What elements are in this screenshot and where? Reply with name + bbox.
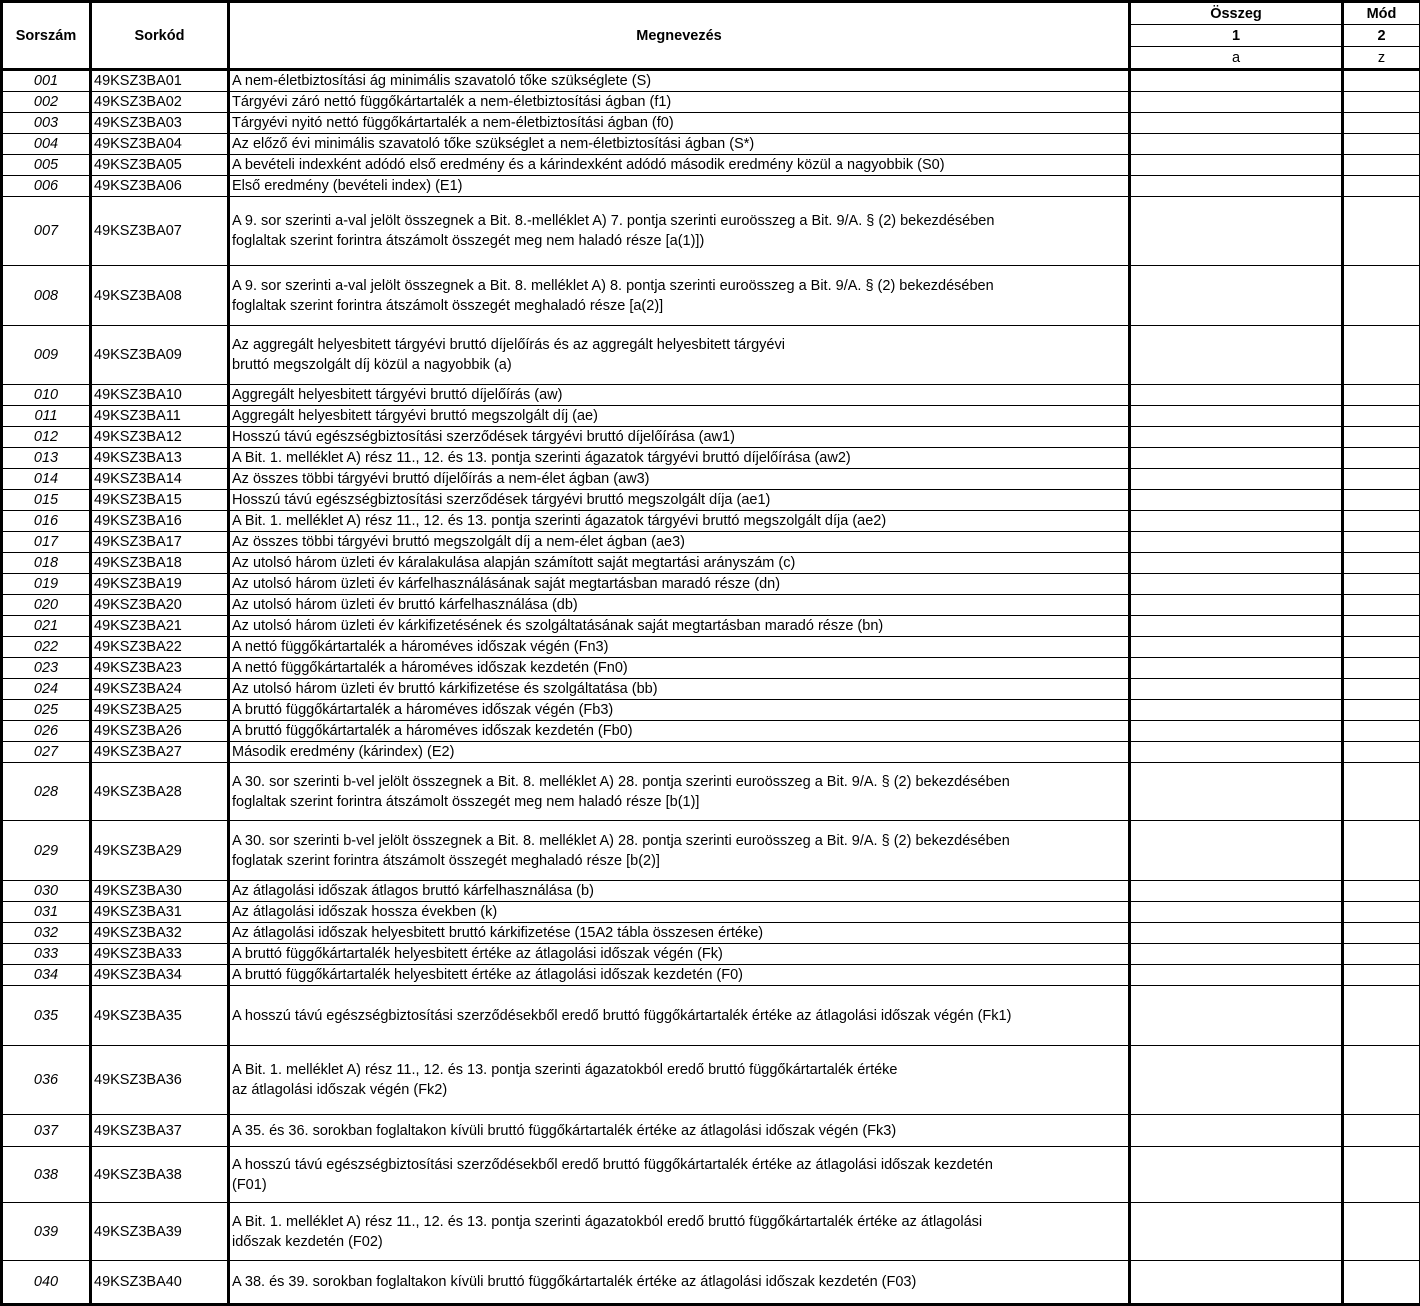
row-mod-value[interactable] [1343,881,1420,902]
header-mod: Mód [1343,2,1420,25]
row-osszeg-value[interactable] [1130,658,1343,679]
row-mod-value[interactable] [1343,511,1420,532]
table-row [2,176,1420,197]
row-mod-value[interactable] [1343,553,1420,574]
row-code: 49KSZ3BA25 [91,700,229,721]
header-mod-letter: z [1343,47,1420,70]
row-code: 49KSZ3BA03 [91,113,229,134]
row-number: 031 [2,902,91,923]
row-name: A bruttó függőkártartalék a hároméves időszak kezdetén (Fb0) [229,721,1130,742]
row-osszeg-value[interactable] [1130,1115,1343,1147]
row-mod-value[interactable] [1343,637,1420,658]
row-osszeg-value[interactable] [1130,1261,1343,1305]
row-code: 49KSZ3BA30 [91,881,229,902]
row-number: 002 [2,92,91,113]
row-code: 49KSZ3BA38 [91,1147,229,1203]
row-code: 49KSZ3BA32 [91,923,229,944]
row-mod-value[interactable] [1343,965,1420,986]
row-number: 040 [2,1261,91,1305]
row-number: 023 [2,658,91,679]
row-number: 003 [2,113,91,134]
row-mod-value[interactable] [1343,1261,1420,1305]
header-sorkod: Sorkód [91,2,229,70]
row-osszeg-value[interactable] [1130,553,1343,574]
table-row [2,881,1420,902]
row-number: 035 [2,986,91,1046]
row-number: 016 [2,511,91,532]
row-osszeg-value[interactable] [1130,986,1343,1046]
row-mod-value[interactable] [1343,700,1420,721]
row-code: 49KSZ3BA21 [91,616,229,637]
table-row [2,70,1420,92]
table-row [2,553,1420,574]
row-mod-value[interactable] [1343,469,1420,490]
row-name: A Bit. 1. melléklet A) rész 11., 12. és 13. pontja szerinti ágazatok tárgyévi bruttó megszolgált díja (ae2) [229,511,1130,532]
row-code: 49KSZ3BA31 [91,902,229,923]
row-name: Az átlagolási időszak helyesbitett bruttó kárkifizetése (15A2 tábla összesen értéke) [229,923,1130,944]
row-osszeg-value[interactable] [1130,923,1343,944]
header-sorszam: Sorszám [2,2,91,70]
row-osszeg-value[interactable] [1130,944,1343,965]
row-code: 49KSZ3BA33 [91,944,229,965]
row-number: 037 [2,1115,91,1147]
row-osszeg-value[interactable] [1130,511,1343,532]
row-mod-value[interactable] [1343,490,1420,511]
row-number: 022 [2,637,91,658]
row-code: 49KSZ3BA16 [91,511,229,532]
row-osszeg-value[interactable] [1130,721,1343,742]
table-row [2,511,1420,532]
table-row [2,1147,1420,1203]
row-mod-value[interactable] [1343,92,1420,113]
row-number: 006 [2,176,91,197]
row-number: 025 [2,700,91,721]
row-code: 49KSZ3BA06 [91,176,229,197]
row-osszeg-value[interactable] [1130,469,1343,490]
table-row [2,266,1420,326]
row-number: 024 [2,679,91,700]
table-row [2,944,1420,965]
row-code: 49KSZ3BA15 [91,490,229,511]
row-name: A bevételi indexként adódó első eredmény és a kárindexként adódó második eredmény közül a nagyobbik (S0) [229,155,1130,176]
header-osszeg-number: 1 [1130,25,1343,47]
row-code: 49KSZ3BA20 [91,595,229,616]
row-name: A bruttó függőkártartalék helyesbitett értéke az átlagolási időszak kezdetén (F0) [229,965,1130,986]
row-name: Az előző évi minimális szavatoló tőke szükséglet a nem-életbiztosítási ágban (S*) [229,134,1130,155]
row-number: 039 [2,1203,91,1261]
table-row [2,326,1420,385]
row-osszeg-value[interactable] [1130,763,1343,821]
row-code: 49KSZ3BA26 [91,721,229,742]
row-osszeg-value[interactable] [1130,821,1343,881]
row-code: 49KSZ3BA34 [91,965,229,986]
row-osszeg-value[interactable] [1130,176,1343,197]
row-code: 49KSZ3BA18 [91,553,229,574]
row-mod-value[interactable] [1343,986,1420,1046]
row-mod-value[interactable] [1343,574,1420,595]
header-mod-number: 2 [1343,25,1420,47]
row-mod-value[interactable] [1343,923,1420,944]
row-name: Az utolsó három üzleti év bruttó kárfelhasználása (db) [229,595,1130,616]
row-name: Aggregált helyesbitett tárgyévi bruttó díjelőírás (aw) [229,385,1130,406]
row-name: A Bit. 1. melléklet A) rész 11., 12. és 13. pontja szerinti ágazatok tárgyévi bruttó díjelőírása (aw2) [229,448,1130,469]
table-row [2,923,1420,944]
row-code: 49KSZ3BA37 [91,1115,229,1147]
table-row [2,679,1420,700]
row-code: 49KSZ3BA35 [91,986,229,1046]
row-number: 019 [2,574,91,595]
row-mod-value[interactable] [1343,821,1420,881]
row-mod-value[interactable] [1343,113,1420,134]
row-number: 018 [2,553,91,574]
row-name: A bruttó függőkártartalék a hároméves időszak végén (Fb3) [229,700,1130,721]
row-code: 49KSZ3BA01 [91,70,229,92]
table-header [2,2,1420,70]
row-mod-value[interactable] [1343,944,1420,965]
row-name: Tárgyévi záró nettó függőkártartalék a nem-életbiztosítási ágban (f1) [229,92,1130,113]
row-mod-value[interactable] [1343,176,1420,197]
row-number: 021 [2,616,91,637]
row-osszeg-value[interactable] [1130,448,1343,469]
row-code: 49KSZ3BA24 [91,679,229,700]
row-osszeg-value[interactable] [1130,574,1343,595]
row-mod-value[interactable] [1343,326,1420,385]
row-mod-value[interactable] [1343,1115,1420,1147]
row-osszeg-value[interactable] [1130,155,1343,176]
table-row [2,1046,1420,1115]
row-osszeg-value[interactable] [1130,326,1343,385]
row-code: 49KSZ3BA36 [91,1046,229,1115]
row-mod-value[interactable] [1343,532,1420,553]
row-name: Az összes többi tárgyévi bruttó megszolgált díj a nem-élet ágban (ae3) [229,532,1130,553]
row-code: 49KSZ3BA12 [91,427,229,448]
row-name: Első eredmény (bevételi index) (E1) [229,176,1130,197]
row-code: 49KSZ3BA28 [91,763,229,821]
row-osszeg-value[interactable] [1130,595,1343,616]
table-row [2,763,1420,821]
row-code: 49KSZ3BA02 [91,92,229,113]
row-code: 49KSZ3BA04 [91,134,229,155]
row-mod-value[interactable] [1343,155,1420,176]
table-row [2,469,1420,490]
row-mod-value[interactable] [1343,70,1420,92]
row-number: 017 [2,532,91,553]
table-row [2,532,1420,553]
row-osszeg-value[interactable] [1130,1147,1343,1203]
row-name: Az utolsó három üzleti év kárfelhasználásának saját megtartásban maradó része (dn) [229,574,1130,595]
row-number: 011 [2,406,91,427]
table-row [2,1203,1420,1261]
table-body [2,70,1420,1305]
row-name: Az összes többi tárgyévi bruttó díjelőírás a nem-élet ágban (aw3) [229,469,1130,490]
row-name: Az átlagolási időszak átlagos bruttó kárfelhasználása (b) [229,881,1130,902]
row-osszeg-value[interactable] [1130,427,1343,448]
row-name: A nem-életbiztosítási ág minimális szavatoló tőke szükséglete (S) [229,70,1130,92]
row-osszeg-value[interactable] [1130,197,1343,266]
row-name: A 9. sor szerinti a-val jelölt összegnek a Bit. 8.-melléklet A) 7. pontja szerinti euroösszeg a Bit. 9/A. § (2) bekezdésében foglaltak szerint forintra átszámolt összegét meg nem haladó része [a(1)]) [229,197,1130,266]
header-osszeg: Összeg [1130,2,1343,25]
table-row [2,385,1420,406]
row-osszeg-value[interactable] [1130,490,1343,511]
row-osszeg-value[interactable] [1130,406,1343,427]
row-number: 015 [2,490,91,511]
row-number: 030 [2,881,91,902]
table-row [2,197,1420,266]
row-number: 009 [2,326,91,385]
row-code: 49KSZ3BA14 [91,469,229,490]
table-row [2,155,1420,176]
row-osszeg-value[interactable] [1130,881,1343,902]
row-mod-value[interactable] [1343,134,1420,155]
row-number: 010 [2,385,91,406]
row-code: 49KSZ3BA09 [91,326,229,385]
row-mod-value[interactable] [1343,721,1420,742]
row-code: 49KSZ3BA39 [91,1203,229,1261]
table-row [2,902,1420,923]
row-name: Második eredmény (kárindex) (E2) [229,742,1130,763]
row-mod-value[interactable] [1343,266,1420,326]
row-mod-value[interactable] [1343,385,1420,406]
row-name: Az aggregált helyesbitett tárgyévi bruttó díjelőírás és az aggregált helyesbitett tárgyévi bruttó megszolgált díj közül a nagyobbik (a) [229,326,1130,385]
row-osszeg-value[interactable] [1130,70,1343,92]
row-name: A nettó függőkártartalék a hároméves időszak kezdetén (Fn0) [229,658,1130,679]
row-osszeg-value[interactable] [1130,532,1343,553]
row-name: Az utolsó három üzleti év káralakulása alapján számított saját megtartási arányszám (c) [229,553,1130,574]
row-mod-value[interactable] [1343,902,1420,923]
row-code: 49KSZ3BA22 [91,637,229,658]
row-name: A nettó függőkártartalék a hároméves időszak végén (Fn3) [229,637,1130,658]
row-code: 49KSZ3BA29 [91,821,229,881]
row-code: 49KSZ3BA13 [91,448,229,469]
header-megnevezes: Megnevezés [229,2,1130,70]
row-mod-value[interactable] [1343,616,1420,637]
row-osszeg-value[interactable] [1130,742,1343,763]
row-name: A Bit. 1. melléklet A) rész 11., 12. és 13. pontja szerinti ágazatokból eredő bruttó függőkártartalék értéke az átlagolási időszak végén (Fk2) [229,1046,1130,1115]
row-osszeg-value[interactable] [1130,965,1343,986]
table-row [2,616,1420,637]
row-number: 007 [2,197,91,266]
row-number: 012 [2,427,91,448]
table-row [2,595,1420,616]
row-mod-value[interactable] [1343,406,1420,427]
row-osszeg-value[interactable] [1130,113,1343,134]
row-mod-value[interactable] [1343,1147,1420,1203]
table-row [2,1115,1420,1147]
row-osszeg-value[interactable] [1130,134,1343,155]
row-osszeg-value[interactable] [1130,700,1343,721]
row-name: Hosszú távú egészségbiztosítási szerződések tárgyévi bruttó díjelőírása (aw1) [229,427,1130,448]
row-code: 49KSZ3BA08 [91,266,229,326]
row-code: 49KSZ3BA10 [91,385,229,406]
table-row [2,574,1420,595]
row-osszeg-value[interactable] [1130,1203,1343,1261]
row-osszeg-value[interactable] [1130,266,1343,326]
row-name: Az átlagolási időszak hossza években (k) [229,902,1130,923]
table-row [2,986,1420,1046]
row-mod-value[interactable] [1343,427,1420,448]
row-number: 038 [2,1147,91,1203]
row-code: 49KSZ3BA05 [91,155,229,176]
row-number: 032 [2,923,91,944]
row-name: A hosszú távú egészségbiztosítási szerződésekből eredő bruttó függőkártartalék értéke az átlagolási időszak kezdetén (F01) [229,1147,1130,1203]
row-name: Aggregált helyesbitett tárgyévi bruttó megszolgált díj (ae) [229,406,1130,427]
row-name: Tárgyévi nyitó nettó függőkártartalék a nem-életbiztosítási ágban (f0) [229,113,1130,134]
row-mod-value[interactable] [1343,679,1420,700]
row-mod-value[interactable] [1343,197,1420,266]
row-number: 014 [2,469,91,490]
table-row [2,113,1420,134]
row-code: 49KSZ3BA07 [91,197,229,266]
row-name: A Bit. 1. melléklet A) rész 11., 12. és 13. pontja szerinti ágazatokból eredő bruttó függőkártartalék értéke az átlagolási időszak kezdetén (F02) [229,1203,1130,1261]
row-name: A hosszú távú egészségbiztosítási szerződésekből eredő bruttó függőkártartalék értéke az átlagolási időszak végén (Fk1) [229,986,1130,1046]
row-mod-value[interactable] [1343,595,1420,616]
table-row [2,92,1420,113]
row-code: 49KSZ3BA27 [91,742,229,763]
row-number: 028 [2,763,91,821]
table-row [2,700,1420,721]
row-number: 005 [2,155,91,176]
row-osszeg-value[interactable] [1130,385,1343,406]
row-osszeg-value[interactable] [1130,92,1343,113]
row-code: 49KSZ3BA19 [91,574,229,595]
row-name: Hosszú távú egészségbiztosítási szerződések tárgyévi bruttó megszolgált díja (ae1) [229,490,1130,511]
row-mod-value[interactable] [1343,448,1420,469]
row-number: 013 [2,448,91,469]
row-number: 027 [2,742,91,763]
row-number: 033 [2,944,91,965]
table-row [2,448,1420,469]
row-number: 004 [2,134,91,155]
row-name: A 30. sor szerinti b-vel jelölt összegnek a Bit. 8. melléklet A) 28. pontja szerinti euroösszeg a Bit. 9/A. § (2) bekezdésében foglatak szerint forintra átszámolt összegét meghaladó része [b(2)] [229,821,1130,881]
table-row [2,637,1420,658]
row-number: 036 [2,1046,91,1115]
row-name: A 35. és 36. sorokban foglaltakon kívüli bruttó függőkártartalék értéke az átlagolási időszak végén (Fk3) [229,1115,1130,1147]
row-name: A 38. és 39. sorokban foglaltakon kívüli bruttó függőkártartalék értéke az átlagolási időszak kezdetén (F03) [229,1261,1130,1305]
table-row [2,1261,1420,1305]
row-name: Az utolsó három üzleti év kárkifizetésének és szolgáltatásának saját megtartásban maradó része (bn) [229,616,1130,637]
row-name: A bruttó függőkártartalék helyesbitett értéke az átlagolási időszak végén (Fk) [229,944,1130,965]
row-osszeg-value[interactable] [1130,637,1343,658]
table-row [2,965,1420,986]
row-osszeg-value[interactable] [1130,616,1343,637]
row-mod-value[interactable] [1343,763,1420,821]
row-name: Az utolsó három üzleti év bruttó kárkifizetése és szolgáltatása (bb) [229,679,1130,700]
row-number: 001 [2,70,91,92]
row-code: 49KSZ3BA11 [91,406,229,427]
row-number: 020 [2,595,91,616]
row-mod-value[interactable] [1343,1203,1420,1261]
row-osszeg-value[interactable] [1130,902,1343,923]
table-row [2,427,1420,448]
row-code: 49KSZ3BA17 [91,532,229,553]
table-row [2,658,1420,679]
table-row [2,490,1420,511]
row-number: 034 [2,965,91,986]
table-row [2,721,1420,742]
row-osszeg-value[interactable] [1130,1046,1343,1115]
row-mod-value[interactable] [1343,742,1420,763]
table-row [2,821,1420,881]
row-name: A 9. sor szerinti a-val jelölt összegnek a Bit. 8. melléklet A) 8. pontja szerinti euroösszeg a Bit. 9/A. § (2) bekezdésében foglaltak szerint forintra átszámolt összegét meghaladó része [a(2)] [229,266,1130,326]
header-osszeg-letter: a [1130,47,1343,70]
row-number: 008 [2,266,91,326]
table-row [2,134,1420,155]
row-code: 49KSZ3BA40 [91,1261,229,1305]
row-code: 49KSZ3BA23 [91,658,229,679]
table-row [2,406,1420,427]
row-number: 029 [2,821,91,881]
row-number: 026 [2,721,91,742]
row-name: A 30. sor szerinti b-vel jelölt összegnek a Bit. 8. melléklet A) 28. pontja szerinti euroösszeg a Bit. 9/A. § (2) bekezdésében foglaltak szerint forintra átszámolt összegét meg nem haladó része [b(1)] [229,763,1130,821]
table-row [2,742,1420,763]
row-osszeg-value[interactable] [1130,679,1343,700]
row-mod-value[interactable] [1343,1046,1420,1115]
row-mod-value[interactable] [1343,658,1420,679]
